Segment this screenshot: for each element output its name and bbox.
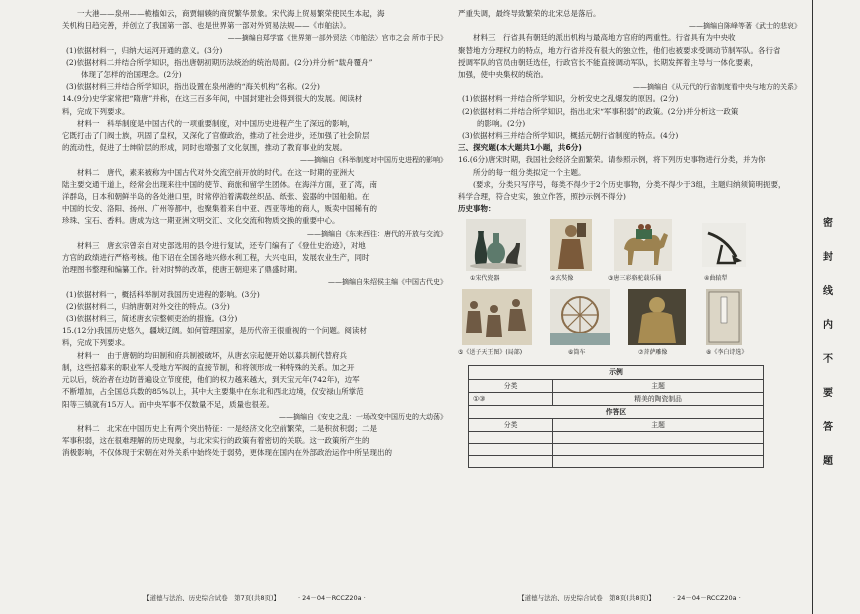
porcelain-image [466,219,526,271]
question-14-heading: 料，完成下列要求。 [62,106,130,116]
material-line: 加强，使中央集权的统治。 [458,70,548,80]
source-note: ——摘编自《从元代的行省制度看中央与地方的关系》 [633,83,801,92]
caption: ⑤《送子天王图》(局部) [458,349,523,357]
page-footer [458,592,801,604]
source-note: ——摘编自朱绍侯主编《中国古代史》 [328,278,447,287]
sub-question: (3)依据材料三并结合所学知识，指出设置在泉州港的“海关机构”名称。(2分) [66,82,320,92]
material-line: 材料三 行省具有朝廷的派出机构与最高地方官府的两重性。行省具有为中央收 [473,33,736,43]
seal-line-char: 线 [823,286,833,297]
sub-question: 体现了怎样的治国理念。(2分) [81,70,182,80]
footer-code: · 24－04－RCCZ20a · [298,594,366,602]
example-classification: ①③ [469,392,553,405]
column-classification: 分类 [469,379,553,392]
material-line: 治理图书整理和编纂工作。针对时弊的改革，使唐王朝迎来了鼎盛时期。 [62,265,302,275]
column-theme: 主题 [553,379,764,392]
section-heading: 三、探究题(本大题共1小题，共6分) [458,143,582,153]
material-line: 授调军队的官员由朝廷选任，行政官长不能直接调动军队，长期发挥着主导与一体化要素， [458,57,758,67]
page-8 [458,8,801,604]
example-header: 示例 [469,366,764,379]
caption: ②玄奘像 [550,275,574,283]
question-15-heading: 料，完成下列要求。 [62,338,130,348]
source-note: ——摘编自《东来西往：唐代的开放与交流》 [307,229,447,238]
answer-cell[interactable] [469,456,553,468]
source-note: ——摘编自《科举制度对中国历史进程的影响》 [300,156,447,165]
material-line: 材料二 唐代，素来被称为中国古代对外交流空前开放的时代。在这一时期的亚洲大 [77,167,355,177]
intro-line: 关机构日趋完善，并创立了我国第一部、也是世界第一部对外贸易法规——《市舶法》。 [62,21,351,31]
answer-table [468,365,764,468]
sub-question: (2)依据材料二并结合所学知识，指出唐朝初期历法统治的统治局面。(2分)并分析“载舟覆舟” [66,57,373,67]
question-16-line: 科学合理，符合史实，独立作答，照抄示例不得分) [458,192,626,202]
material-line: 元以后，统治者在边防普遍设立节度使，他们的权力越来越大，到天宝元年(742年)，边军 [62,375,360,385]
material-line: 阳等三镇就有15万人。而中央军事不仅数量不足，质量也很差。 [62,399,275,409]
question-14-heading: 14.(9分)史学家常把“隋唐”并称，在这三百多年间，中国封建社会得到很大的发展。阅读材 [62,94,363,104]
material-line: 不断增加，占全国总兵数的85%以上，其中大主要集中在东北和西北边境，仅安禄山所掌范 [62,387,364,397]
curved-plow-image [702,223,746,267]
question-15-heading: 15.(12分)我国历史悠久，疆域辽阔。如何管理国家，是历代帝王很重视的一个问题。阅读材 [62,326,367,336]
answer-cell[interactable] [469,444,553,456]
caption: ⑦菩萨雕像 [638,349,668,357]
sub-question: (3)依据材料三并结合所学知识，概括元朝行省制度的特点。(4分) [462,131,679,141]
seal-line-char: 要 [823,388,833,399]
material-line: 中国的长安、洛阳、扬州、广州等都中，也聚集着来自中亚、西亚等地的商人，贩卖中国稀有的 [62,204,377,214]
example-theme: 精美的陶瓷制品 [553,392,764,405]
seal-line-char: 内 [823,320,833,331]
material-line: 洋群岛，日本和朝鲜半岛的各处港口里，时常停泊着满载丝织品、纸张、瓷器的中国船舶。在 [62,192,370,202]
caption: ⑥筒车 [568,349,586,357]
page-7 [62,8,447,604]
material-line: 方官的政绩进行严格考核。他下诏在全国各地兴修水利工程，大兴屯田，发展农业生产，同时 [62,253,370,263]
sub-question: (1)依据材料一并结合所学知识，分析安史之乱爆发的原因。(2分) [462,94,679,104]
material-line: 它既打击了门阀士族，巩固了皇权，又深化了官僚政治，推动了社会进步，还加强了社会阶层 [62,131,370,141]
seal-line-char: 封 [823,252,833,263]
seal-line-char: 答 [823,422,833,433]
material-line: 的流动性，促进了士绅阶层的形成，同时也增强了文化氛围，推动了教育事业的发展。 [62,143,347,153]
caption: ⑧《李白诗选》 [706,349,748,357]
material-line: 军事积弱，这在很难理解的历史现象，与北宋实行的政策有着密切的关联。这一政策所产生的 [62,436,370,446]
page-footer [62,592,447,604]
sub-question: (2)依据材料二并结合所学知识，指出北宋“军事积弱”的政策。(2分)并分析这一政策 [462,106,739,116]
material-line: 珍珠、宝石、香料。唐成为这一期亚洲文明交汇、文化交流和物质交换的重要中心。 [62,216,340,226]
seal-line-char: 题 [823,456,833,467]
footer-title: 【道德与法治、历史综合试卷 第8页(共8页)】 [518,594,656,602]
material-line: 陆主要交通干道上，经常会出现来往中国的使节、商旅和留学生团体。在海洋方面，亚了湾，南 [62,179,377,189]
source-note: ——摘编自陈峰等著《武士的悲哀》 [689,22,801,31]
caption: ①宋代瓷器 [470,275,500,283]
material-line: 严重失调，最终导致繁荣的北宋总是落后。 [458,9,601,18]
sub-question: (1)依据材料一，归纳大运河开通的意义。(3分) [66,45,223,55]
answer-cell[interactable] [553,432,764,444]
sub-question: 的影响。(2分) [477,118,526,128]
material-line: 制，这些招募来的职业军人受地方军阀的直接节制，和将领形成一种特殊的关系。加之开 [62,362,355,372]
sub-question: (1)依据材料一，概括科举制对我国历史进程的影响。(3分) [66,289,260,299]
bodhisattva-statue-image [628,289,686,345]
seal-line-char: 不 [823,354,833,365]
source-note: ——摘编自《安史之乱：一场改变中国历史的大动荡》 [279,412,447,421]
question-16-line: 所分的每一组分类拟定一个主题。 [473,167,586,177]
material-line: 材料一 科举制度是中国古代的一项重要制度，对中国历史进程产生了深远的影响， [77,118,355,128]
painting-scroll-image [462,289,532,345]
poetry-book-image [706,289,742,345]
material-line: 材料一 由于唐朝的均田制和府兵制被破坏，从唐玄宗起便开始以募兵制代替府兵 [77,350,347,360]
material-line: 消极影响，不仅体现于宋朝在对外关系中始终处于弱势，更体现在国内在外部政治运作中所呈现出的 [62,448,392,458]
answer-cell[interactable] [469,432,553,444]
footer-title: 【道德与法治、历史综合试卷 第7页(共8页)】 [143,594,281,602]
material-line: 材料二 北宋在中国历史上有两个突出特征：一是经济文化空前繁荣，二是积贫积弱；二是 [77,423,377,433]
objects-label: 历史事物： [458,204,496,214]
material-line: 聚替地方分理权力的特点，地方行省并没有很大的独立性，他们也被要求受调动节制军队。各行省 [458,45,781,55]
water-wheel-image [550,289,610,345]
material-line: 材料三 唐玄宗曾亲自对史部选用的县令进行复试，还专门编有了《登仕史治迹》，对地 [77,240,366,250]
seal-line-char: 密 [823,218,833,229]
artifact-gallery [458,219,801,361]
footer-code: · 24－04－RCCZ20a · [673,594,741,602]
intro-line: 一大港——泉州——桅樯如云，商贾辐辏的商贸繁华景象。宋代海上贸易繁荣使民生本起，海 [77,9,385,18]
binding-margin [812,0,860,614]
answer-area-header: 作答区 [469,406,764,419]
question-16-line: (要求，分类只写序号，每类不得少于2个历史事物，分类不得少于3组，主题归纳须简明扼要， [473,179,786,189]
sub-question: (3)依据材料三，简述唐玄宗整顿吏治的措施。(3分) [66,314,238,324]
xuanzang-portrait [550,219,592,271]
answer-cell[interactable] [553,444,764,456]
answer-cell[interactable] [553,456,764,468]
caption: ④曲辕犁 [704,275,728,283]
sub-question: (2)依据材料二，归纳唐朝对外交往的特点。(3分) [66,301,230,311]
column-theme: 主题 [553,419,764,432]
camel-figurine-image [614,219,672,271]
caption: ③唐三彩骆驼载乐俑 [608,275,662,283]
column-classification: 分类 [469,419,553,432]
question-16-line: 16.(6分)唐宋时期，我国社会经济全面繁荣。请参照示例，将下列历史事物进行分类，并为你 [458,155,766,165]
source-note: ——摘编自郑学富《世界第一部外贸法〈市舶法〉官市之会 所市于民》 [227,34,447,43]
